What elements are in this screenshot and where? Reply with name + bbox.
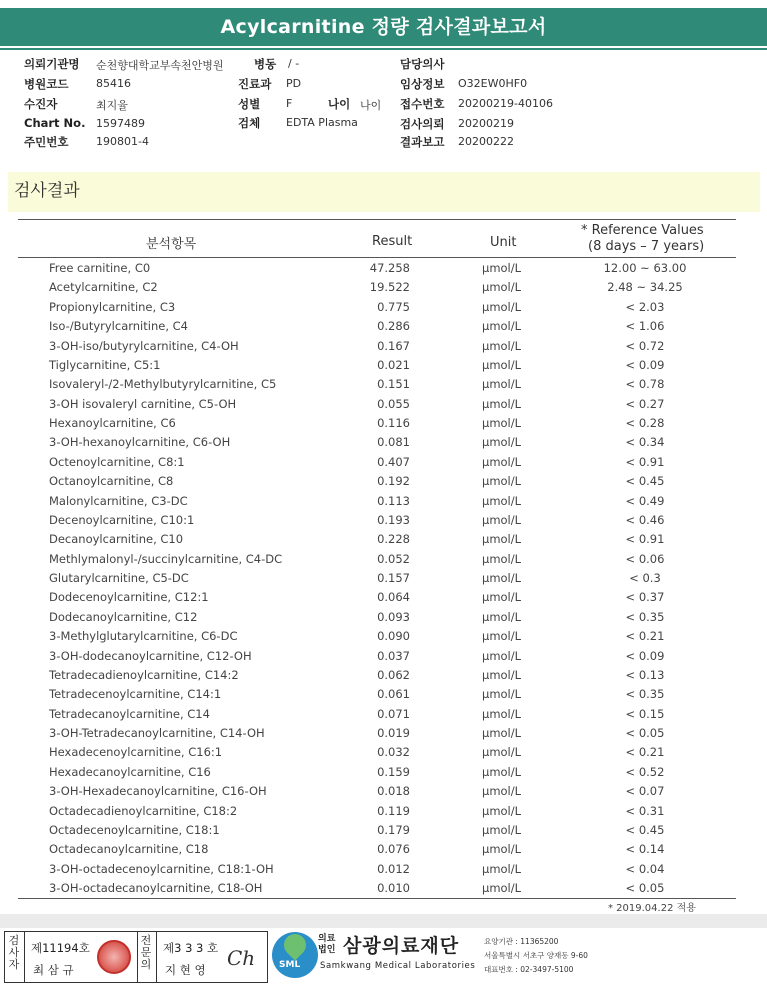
unit-value: μmol/L (482, 493, 522, 508)
analyte-name: Free carnitine, C0 (49, 261, 151, 275)
reference-value: < 0.3 (629, 571, 661, 585)
analyte-name: Hexadecenoylcarnitine, C16:1 (49, 745, 223, 760)
unit-value: μmol/L (482, 784, 522, 799)
corp-type-line2: 법인 (318, 945, 336, 955)
analyte-name: Octadecenoylcarnitine, C18:1 (49, 822, 220, 837)
result-value: 0.113 (377, 493, 410, 508)
table-row (0, 743, 767, 762)
analyte-name: Dodecanoylcarnitine, C12 (49, 609, 198, 624)
examiner-label: 검 사 자 (8, 934, 20, 971)
reference-value: < 0.06 (625, 551, 665, 566)
specialist-license: 제3 3 3 호 (163, 941, 219, 955)
reference-value: < 0.13 (625, 667, 665, 682)
unit-value: μmol/L (482, 377, 522, 392)
reference-value: < 0.05 (625, 726, 665, 740)
unit-value: μmol/L (482, 280, 522, 295)
report-date-label: 결과보고 (400, 135, 445, 149)
dept-value: PD (286, 77, 302, 90)
unit-value: μmol/L (482, 551, 522, 566)
unit-value: μmol/L (482, 396, 522, 411)
table-row (0, 840, 767, 859)
header-unit: Unit (490, 235, 517, 250)
unit-value: μmol/L (482, 338, 522, 353)
analyte-name: Iso-/Butyrylcarnitine, C4 (49, 319, 188, 334)
specimen-label: 검체 (238, 116, 261, 130)
table-row (0, 433, 767, 452)
header-item: 분석항목 (146, 237, 197, 252)
analyte-name: Acetylcarnitine, C2 (49, 280, 158, 295)
unit-value: μmol/L (482, 764, 522, 779)
table-row (0, 298, 767, 317)
analyte-name: Decenoylcarnitine, C10:1 (49, 512, 195, 527)
clinical-value: O32EW0HF0 (458, 77, 528, 90)
result-value: 0.081 (377, 435, 410, 450)
reference-value: < 0.05 (625, 881, 665, 895)
table-row (0, 259, 767, 278)
unit-value: μmol/L (482, 435, 522, 450)
org-phone: 대표번호 : 02-3497-5100 (484, 965, 574, 974)
chart-value: 1597489 (96, 117, 145, 130)
header-result: Result (372, 234, 413, 249)
result-value: 0.037 (377, 648, 410, 663)
reference-value: < 0.09 (625, 357, 665, 372)
reference-value: < 1.06 (625, 319, 665, 334)
analyte-name: Isovaleryl-/2-Methylbutyrylcarnitine, C5 (49, 377, 277, 392)
result-value: 0.193 (377, 512, 410, 527)
analyte-name: Tetradecenoylcarnitine, C14:1 (49, 687, 222, 702)
analyte-name: Hexadecanoylcarnitine, C16 (49, 764, 211, 779)
report-title: Acylcarnitine 정량 검사결과보고서 (0, 8, 767, 46)
reference-value: < 0.28 (625, 416, 665, 430)
reference-value: < 0.15 (625, 706, 665, 721)
reference-value: < 0.72 (625, 338, 665, 353)
result-value: 0.093 (377, 609, 410, 624)
table-row (0, 705, 767, 724)
table-row (0, 685, 767, 704)
unit-value: μmol/L (482, 706, 522, 721)
unit-value: μmol/L (482, 512, 522, 527)
ward-value: / - (288, 57, 300, 70)
reference-value: < 0.04 (625, 861, 665, 876)
title-divider (0, 48, 767, 50)
analyte-name: 3-OH-hexanoylcarnitine, C6-OH (49, 435, 231, 450)
clinical-label: 임상정보 (400, 77, 445, 91)
section-title: 검사결과 (14, 181, 80, 201)
unit-value: μmol/L (482, 532, 522, 547)
result-value: 0.179 (377, 822, 410, 837)
table-top-rule (18, 219, 736, 220)
hospital-code-value: 85416 (96, 77, 131, 90)
table-row (0, 453, 767, 472)
ward-label: 병동 (254, 57, 277, 71)
result-value: 0.052 (377, 551, 410, 566)
table-row (0, 821, 767, 840)
analyte-name: Hexanoylcarnitine, C6 (49, 416, 176, 430)
header-ref-line2: (8 days – 7 years) (588, 239, 705, 254)
reference-value: < 0.35 (625, 609, 665, 624)
unit-value: μmol/L (482, 726, 522, 740)
result-value: 19.522 (369, 280, 410, 295)
analyte-name: 3-OH-octadecanoylcarnitine, C18-OH (49, 881, 263, 895)
analyte-name: Propionylcarnitine, C3 (49, 299, 176, 314)
result-value: 0.151 (377, 377, 410, 392)
result-value: 0.116 (377, 416, 410, 430)
analyte-name: Octenoylcarnitine, C8:1 (49, 454, 185, 469)
unit-value: μmol/L (482, 842, 522, 857)
unit-value: μmol/L (482, 687, 522, 702)
institution-value: 순천향대학교부속천안병원 (96, 59, 224, 72)
examinee-value: 최지율 (96, 99, 128, 112)
analyte-name: 3-OH-dodecanoylcarnitine, C12-OH (49, 648, 252, 663)
unit-value: μmol/L (482, 454, 522, 469)
request-label: 검사의뢰 (400, 117, 445, 131)
result-value: 0.061 (377, 687, 410, 702)
table-row (0, 278, 767, 297)
result-value: 0.019 (377, 726, 410, 740)
receipt-value: 20200219-40106 (458, 97, 553, 110)
age-value: 나이 (360, 99, 382, 112)
result-value: 0.018 (377, 784, 410, 799)
doctor-label: 담당의사 (400, 57, 445, 71)
sex-value: F (286, 97, 293, 110)
analyte-name: Octanoylcarnitine, C8 (49, 474, 174, 489)
analyte-name: 3-OH-Hexadecanoylcarnitine, C16-OH (49, 784, 267, 799)
examiner-name: 최 삼 규 (33, 963, 74, 977)
analyte-name: Octadecadienoylcarnitine, C18:2 (49, 803, 238, 818)
specialist-label: 전 문 의 (140, 934, 152, 971)
reference-value: < 0.31 (625, 803, 665, 818)
reference-value: < 0.46 (625, 512, 665, 527)
table-row (0, 375, 767, 394)
analyte-name: 3-OH-Tetradecanoylcarnitine, C14-OH (49, 726, 265, 740)
section-band (8, 172, 760, 212)
result-value: 0.407 (377, 454, 410, 469)
analyte-name: Octadecanoylcarnitine, C18 (49, 842, 209, 857)
sex-label: 성별 (238, 97, 261, 111)
analyte-name: 3-Methylglutarylcarnitine, C6-DC (49, 629, 238, 644)
result-value: 0.167 (377, 338, 410, 353)
org-address: 서울특별시 서초구 양재동 9-60 (484, 951, 588, 960)
table-row (0, 588, 767, 607)
table-row (0, 666, 767, 685)
reference-value: 12.00 ~ 63.00 (603, 261, 687, 275)
result-value: 0.157 (377, 571, 410, 585)
reference-value: < 0.09 (625, 648, 665, 663)
reference-value: < 0.14 (625, 842, 665, 857)
table-row (0, 763, 767, 782)
table-row (0, 530, 767, 549)
analyte-name: 3-OH-octadecenoylcarnitine, C18:1-OH (49, 861, 274, 876)
reference-value: < 0.34 (625, 435, 665, 450)
result-value: 0.286 (377, 319, 410, 334)
dept-label: 진료과 (238, 77, 272, 91)
result-value: 0.159 (377, 764, 410, 779)
analyte-name: Decanoylcarnitine, C10 (49, 532, 184, 547)
unit-value: μmol/L (482, 319, 522, 334)
result-value: 0.228 (377, 532, 410, 547)
unit-value: μmol/L (482, 861, 522, 876)
unit-value: μmol/L (482, 571, 522, 585)
result-value: 0.064 (377, 590, 410, 605)
table-row (0, 879, 767, 898)
resident-value: 190801-4 (96, 135, 149, 148)
result-value: 0.076 (377, 842, 410, 857)
table-row (0, 317, 767, 336)
reference-value: 2.48 ~ 34.25 (607, 280, 683, 295)
reference-value: < 0.45 (625, 822, 665, 837)
header-ref-line1: * Reference Values (581, 223, 704, 238)
sml-logo-text: SML (279, 960, 301, 970)
unit-value: μmol/L (482, 881, 522, 895)
resident-label: 주민번호 (24, 135, 69, 149)
divider (156, 932, 157, 982)
table-row (0, 356, 767, 375)
result-value: 47.258 (369, 261, 410, 275)
reference-value: < 0.27 (625, 396, 665, 411)
table-row (0, 802, 767, 821)
unit-value: μmol/L (482, 357, 522, 372)
result-value: 0.090 (377, 629, 410, 644)
table-header-rule (18, 257, 736, 258)
reference-value: < 0.49 (625, 493, 665, 508)
analyte-name: 3-OH isovaleryl carnitine, C5-OH (49, 396, 237, 411)
result-value: 0.032 (377, 745, 410, 760)
hospital-code-label: 병원코드 (24, 77, 69, 91)
examiner-seal (97, 940, 131, 974)
table-row (0, 627, 767, 646)
reference-value: < 0.78 (625, 377, 665, 392)
unit-value: μmol/L (482, 822, 522, 837)
specialist-signature: Ch (227, 946, 256, 970)
analyte-name: Glutarylcarnitine, C5-DC (49, 571, 189, 585)
org-english-name: Samkwang Medical Laboratories (320, 961, 476, 971)
unit-value: μmol/L (482, 261, 522, 275)
table-row (0, 724, 767, 743)
result-value: 0.021 (377, 357, 410, 372)
unit-value: μmol/L (482, 474, 522, 489)
analyte-name: Methlymalonyl-/succinylcarnitine, C4-DC (49, 551, 283, 566)
table-row (0, 782, 767, 801)
analyte-name: Tetradecanoylcarnitine, C14 (49, 706, 210, 721)
analyte-name: Malonylcarnitine, C3-DC (49, 493, 188, 508)
age-label: 나이 (328, 97, 351, 111)
signature-box (4, 931, 268, 983)
reference-value: < 0.91 (625, 454, 665, 469)
report-date-value: 20200222 (458, 135, 514, 148)
table-row (0, 414, 767, 433)
analyte-name: Tiglycarnitine, C5:1 (49, 357, 161, 372)
result-value: 0.192 (377, 474, 410, 489)
org-name: 삼광의료재단 (343, 935, 460, 957)
institution-label: 의뢰기관명 (24, 57, 80, 71)
chart-label: Chart No. (24, 116, 86, 130)
reference-footnote: * 2019.04.22 적용 (608, 903, 696, 914)
request-value: 20200219 (458, 117, 514, 130)
examinee-label: 수진자 (24, 97, 58, 111)
result-value: 0.119 (377, 803, 410, 818)
table-row (0, 647, 767, 666)
table-row (0, 550, 767, 569)
divider (24, 932, 25, 982)
table-row (0, 337, 767, 356)
analyte-name: Tetradecadienoylcarnitine, C14:2 (49, 667, 239, 682)
table-row (0, 511, 767, 530)
reference-value: < 0.35 (625, 687, 665, 702)
result-value: 0.012 (377, 861, 410, 876)
result-value: 0.062 (377, 667, 410, 682)
result-value: 0.775 (377, 299, 410, 314)
analyte-name: 3-OH-iso/butyrylcarnitine, C4-OH (49, 338, 239, 353)
specialist-name: 지 현 영 (165, 963, 206, 977)
reference-value: < 0.07 (625, 784, 665, 799)
reference-value: < 0.52 (625, 764, 665, 779)
reference-value: < 0.37 (625, 590, 665, 605)
table-row (0, 492, 767, 511)
table-row (0, 569, 767, 588)
result-value: 0.010 (377, 881, 410, 895)
unit-value: μmol/L (482, 803, 522, 818)
table-row (0, 608, 767, 627)
unit-value: μmol/L (482, 629, 522, 644)
unit-value: μmol/L (482, 609, 522, 624)
reference-value: < 0.21 (625, 629, 665, 644)
table-row (0, 860, 767, 879)
unit-value: μmol/L (482, 745, 522, 760)
reference-value: < 0.21 (625, 745, 665, 760)
table-row (0, 395, 767, 414)
specimen-value: EDTA Plasma (286, 116, 358, 129)
reference-value: < 0.91 (625, 532, 665, 547)
unit-value: μmol/L (482, 648, 522, 663)
org-code: 요양기관 : 11365200 (484, 937, 559, 946)
results-table-body (0, 259, 767, 898)
result-value: 0.055 (377, 396, 410, 411)
receipt-label: 접수번호 (400, 97, 445, 111)
reference-value: < 2.03 (625, 299, 665, 314)
reference-value: < 0.45 (625, 474, 665, 489)
unit-value: μmol/L (482, 416, 522, 430)
examiner-license: 제11194호 (31, 941, 90, 955)
unit-value: μmol/L (482, 667, 522, 682)
corp-type-line1: 의료 (318, 934, 336, 944)
analyte-name: Dodecenoylcarnitine, C12:1 (49, 590, 209, 605)
unit-value: μmol/L (482, 590, 522, 605)
table-row (0, 472, 767, 491)
footer-band (0, 914, 767, 928)
unit-value: μmol/L (482, 299, 522, 314)
result-value: 0.071 (377, 706, 410, 721)
